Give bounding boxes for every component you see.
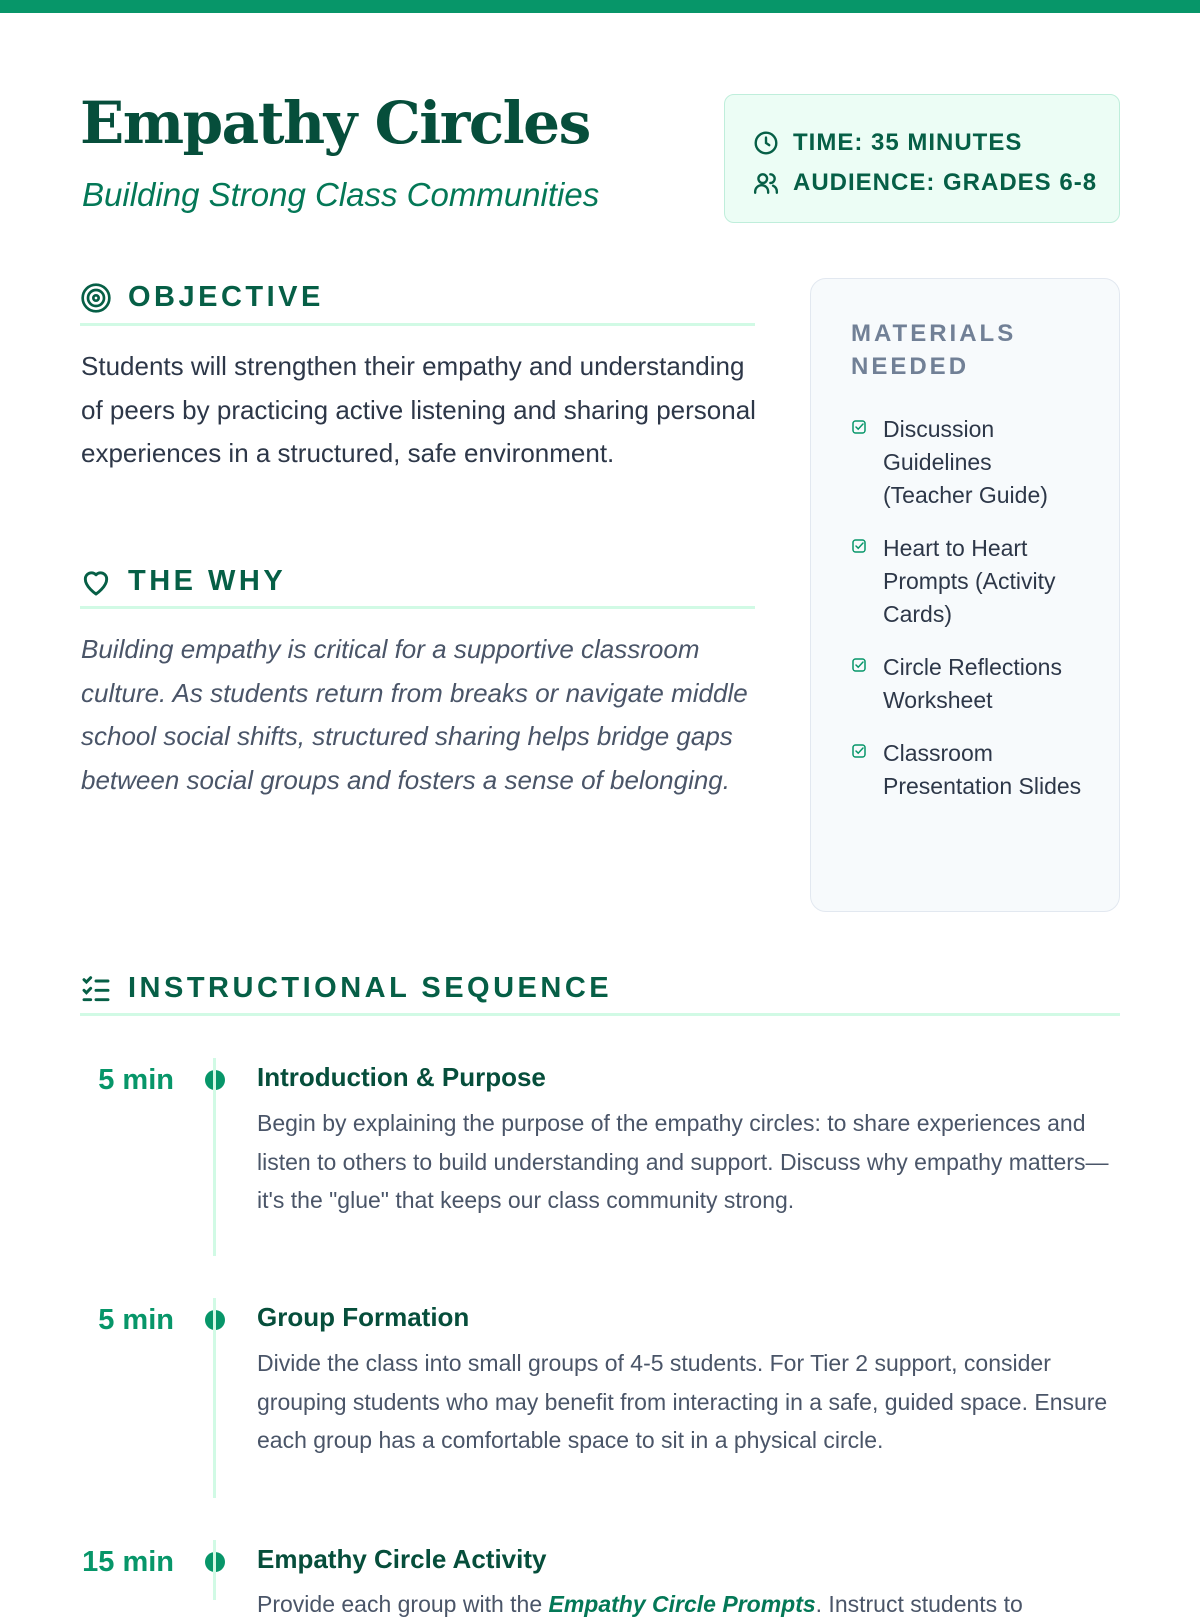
sequence-divider	[80, 1013, 1120, 1016]
page-title: Empathy Circles	[80, 89, 590, 157]
step-duration: 5 min	[98, 1064, 174, 1096]
step-text-after: . Instruct students to	[815, 1591, 1023, 1617]
step-text-before: Provide each group with the	[257, 1591, 549, 1617]
sequence-heading-label: INSTRUCTIONAL SEQUENCE	[128, 972, 613, 1004]
materials-list	[851, 413, 1099, 803]
lesson-meta-box	[724, 94, 1120, 223]
step-description: Divide the class into small groups of 4-5 students. For Tier 2 support, consider grouping students who may benefit from interacting in a safe, guided space. Ensure each group has a comfortable space to sit in a physical circle.	[257, 1350, 1108, 1453]
why-text: Building empathy is critical for a supportive classroom culture. As students return from breaks or navigate middle school social shifts, structured sharing helps bridge gaps between social groups and fosters a sense of belonging.	[81, 634, 748, 795]
target-icon	[80, 282, 112, 314]
why-heading-label: THE WHY	[128, 565, 287, 597]
step-duration: 15 min	[82, 1546, 174, 1578]
material-item	[851, 413, 1099, 512]
step-title: Group Formation	[257, 1302, 470, 1332]
material-item	[851, 651, 1099, 717]
timeline-line	[213, 1058, 216, 1256]
material-item	[851, 532, 1099, 631]
objective-heading-label: OBJECTIVE	[128, 281, 324, 313]
step-title: Introduction & Purpose	[257, 1062, 546, 1092]
objective-heading	[80, 281, 324, 314]
audience-label: AUDIENCE: GRADES 6-8	[793, 169, 1098, 196]
checkbox-icon	[851, 657, 867, 673]
checkbox-icon	[851, 538, 867, 554]
audience-row	[753, 163, 1119, 203]
material-item	[851, 737, 1099, 803]
material-label: Discussion Guidelines (Teacher Guide)	[883, 416, 1048, 508]
material-label: Classroom Presentation Slides	[883, 740, 1082, 799]
step-duration: 5 min	[98, 1304, 174, 1336]
objective-divider	[80, 323, 755, 326]
checkbox-icon	[851, 743, 867, 759]
sequence-heading	[80, 972, 612, 1005]
material-label: Circle Reflections Worksheet	[883, 654, 1062, 713]
step-title: Empathy Circle Activity	[257, 1544, 547, 1574]
objective-text: Students will strengthen their empathy and understanding of peers by practicing active listening and sharing personal experiences in a structured, safe environment.	[81, 351, 756, 468]
material-label: Heart to Heart Prompts (Activity Cards)	[883, 535, 1056, 627]
clock-icon	[753, 130, 779, 156]
users-icon	[753, 170, 779, 196]
step-description: Begin by explaining the purpose of the empathy circles: to share experiences and listen to others to build understanding and support. Discuss why empathy matters—it's the "glue" that keeps our class community strong.	[257, 1110, 1109, 1213]
step-description	[257, 1585, 1127, 1617]
time-row	[753, 123, 1119, 163]
why-divider	[80, 606, 755, 609]
page-subtitle: Building Strong Class Communities	[82, 176, 600, 213]
step-text-emphasis: Empathy Circle Prompts	[548, 1591, 816, 1617]
checkbox-icon	[851, 419, 867, 435]
top-accent-bar	[0, 0, 1200, 13]
timeline-line	[213, 1540, 216, 1600]
materials-card	[810, 278, 1120, 912]
timeline-line	[213, 1298, 216, 1498]
materials-heading: MATERIALS NEEDED	[851, 320, 1017, 380]
list-check-icon	[80, 973, 112, 1005]
heart-icon	[80, 566, 112, 598]
why-heading	[80, 565, 286, 598]
time-label: TIME: 35 MINUTES	[793, 129, 1023, 156]
